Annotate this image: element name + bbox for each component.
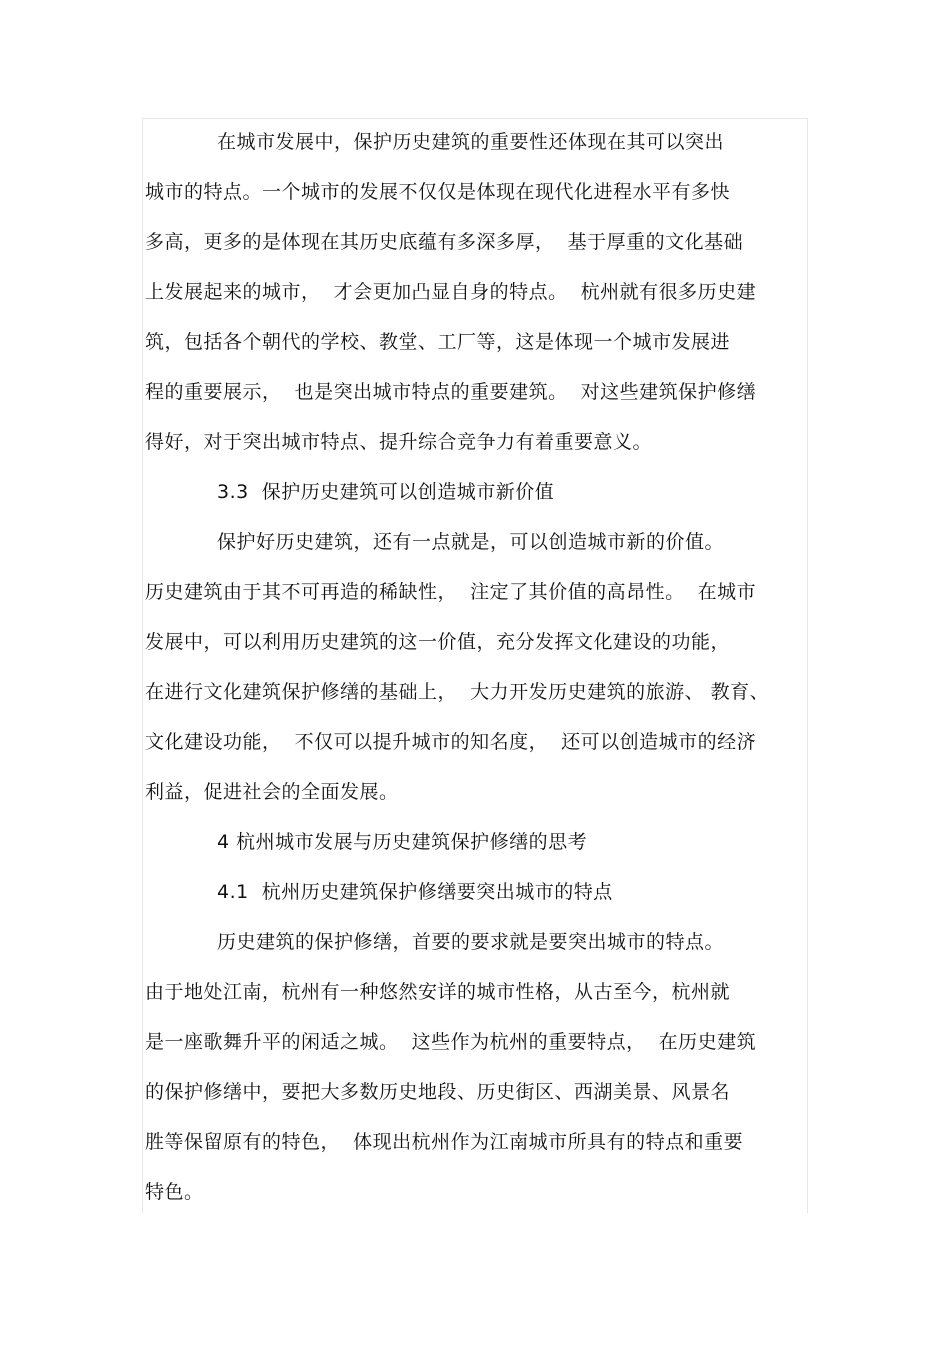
section-heading: 3.3 保护历史建筑可以创造城市新价值	[217, 481, 555, 503]
paragraph-line: 上发展起来的城市， 才会更加凸显自身的特点。 杭州就有很多历史建	[145, 281, 757, 303]
paragraph-line: 是一座歌舞升平的闲适之城。 这些作为杭州的重要特点， 在历史建筑	[145, 1031, 757, 1053]
paragraph-line: 筑，包括各个朝代的学校、教堂、工厂等，这是体现一个城市发展进	[145, 331, 731, 353]
paragraph-line: 的保护修缮中，要把大多数历史地段、历史街区、西湖美景、风景名	[145, 1081, 731, 1103]
paragraph-line: 利益，促进社会的全面发展。	[145, 781, 399, 803]
paragraph-line: 得好，对于突出城市特点、提升综合竞争力有着重要意义。	[145, 431, 653, 453]
paragraph-line: 多高，更多的是体现在其历史底蕴有多深多厚， 基于厚重的文化基础	[145, 231, 744, 253]
paragraph-line: 历史建筑的保护修缮，首要的要求就是要突出城市的特点。	[217, 931, 725, 953]
paragraph-line: 发展中，可以利用历史建筑的这一价值，充分发挥文化建设的功能，	[145, 631, 731, 653]
paragraph-line: 程的重要展示， 也是突出城市特点的重要建筑。 对这些建筑保护修缮	[145, 381, 757, 403]
paragraph-line: 特色。	[145, 1181, 204, 1203]
paragraph-line: 在城市发展中，保护历史建筑的重要性还体现在其可以突出	[217, 131, 725, 153]
paragraph-line: 保护好历史建筑，还有一点就是，可以创造城市新的价值。	[217, 531, 725, 553]
paragraph-line: 由于地处江南，杭州有一种悠然安详的城市性格，从古至今，杭州就	[145, 981, 731, 1003]
subsection-heading: 4.1 杭州历史建筑保护修缮要突出城市的特点	[217, 881, 613, 903]
paragraph-line: 历史建筑由于其不可再造的稀缺性， 注定了其价值的高昂性。 在城市	[145, 581, 757, 603]
paragraph-line: 胜等保留原有的特色， 体现出杭州作为江南城市所具有的特点和重要	[145, 1131, 744, 1153]
paragraph-line: 在进行文化建筑保护修缮的基础上， 大力开发历史建筑的旅游、 教育、	[145, 681, 770, 703]
section-heading: 4 杭州城市发展与历史建筑保护修缮的思考	[217, 831, 588, 853]
paragraph-line: 文化建设功能， 不仅可以提升城市的知名度， 还可以创造城市的经济	[145, 731, 757, 753]
paragraph-line: 城市的特点。一个城市的发展不仅仅是体现在现代化进程水平有多快	[145, 181, 731, 203]
